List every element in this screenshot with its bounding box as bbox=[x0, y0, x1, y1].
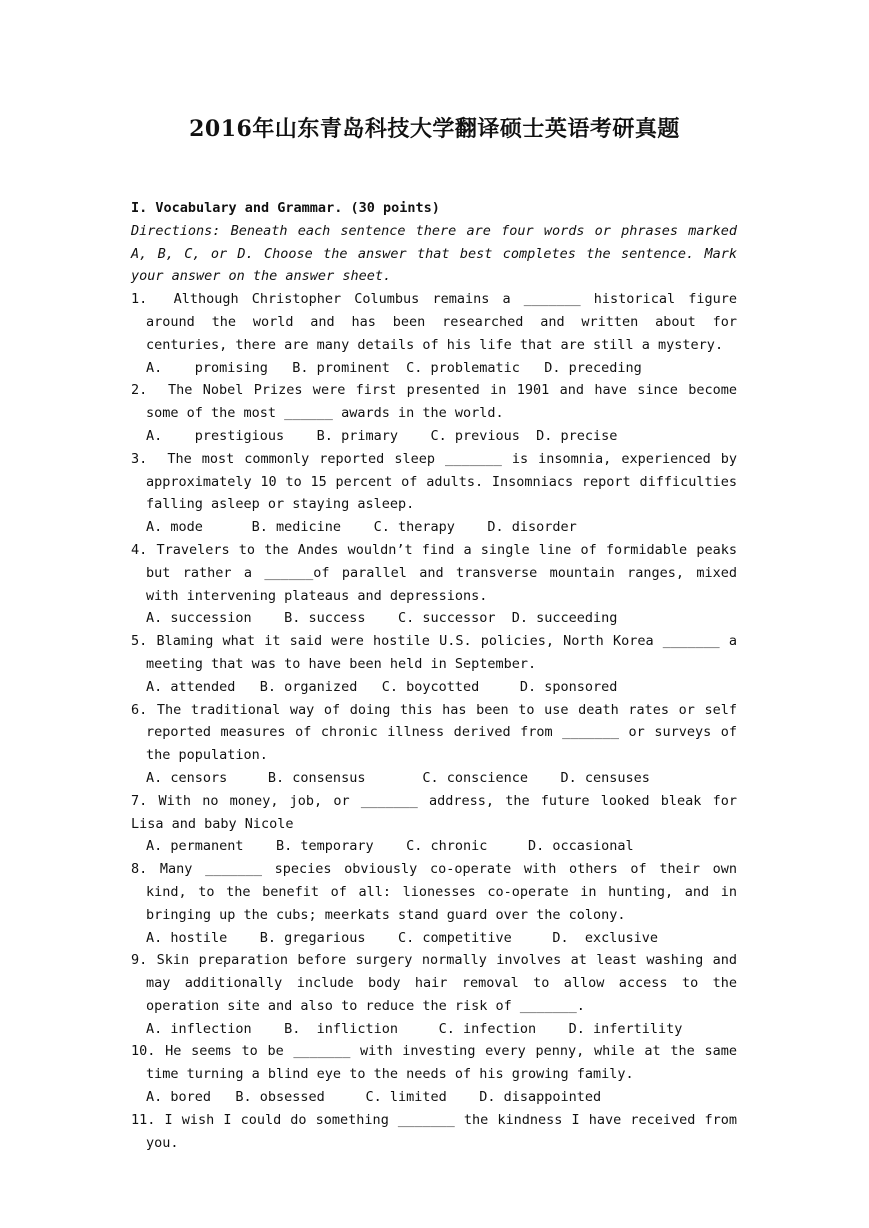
section-heading: I. Vocabulary and Grammar. (30 points) bbox=[131, 200, 440, 216]
question-text bbox=[131, 539, 737, 607]
question-item bbox=[131, 448, 737, 539]
question-item bbox=[131, 949, 737, 1040]
question-options: A. mode B. medicine C. therapy D. disorder bbox=[146, 519, 577, 536]
question-body: The Nobel Prizes were first presented in 1901 and have since become some of the most ______ awards in the world. bbox=[146, 382, 737, 422]
question-number: 7. bbox=[131, 792, 148, 809]
question-number: 5. bbox=[131, 633, 148, 650]
question-number: 9. bbox=[131, 952, 148, 969]
question-number: 10. bbox=[131, 1043, 156, 1060]
question-number: 2. bbox=[131, 382, 148, 399]
question-text bbox=[131, 790, 737, 836]
question-options: A. prestigious B. primary C. previous D. precise bbox=[146, 427, 618, 444]
page-title: 2016年山东青岛科技大学翻译硕士英语考研真题 bbox=[189, 116, 680, 142]
question-item bbox=[131, 699, 737, 790]
question-item bbox=[131, 1040, 737, 1108]
question-item bbox=[131, 630, 737, 698]
question-options: A. attended B. organized C. boycotted D. sponsored bbox=[146, 678, 618, 695]
question-text bbox=[131, 1040, 737, 1086]
question-body: Travelers to the Andes wouldn’t find a single line of formidable peaks but rather a ______of parallel and transverse mountain ranges, mixed with intervening plateaus and depressions. bbox=[146, 541, 737, 604]
question-item bbox=[131, 858, 737, 949]
question-body: He seems to be _______ with investing every penny, while at the same time turning a blind eye to the needs of his growing family. bbox=[146, 1043, 737, 1083]
question-body: Blaming what it said were hostile U.S. policies, North Korea _______ a meeting that was to have been held in September. bbox=[146, 633, 737, 672]
question-text bbox=[131, 949, 737, 1017]
question-text bbox=[131, 699, 737, 767]
directions-text: Directions: Beneath each sentence there are four words or phrases marked A, B, C, or D. Choose the answer that best completes the sentence. Mark your answer on the answer sheet. bbox=[131, 222, 737, 285]
question-body: The traditional way of doing this has been to use death rates or self reported measures of chronic illness derived from _______ or surveys of the population. bbox=[146, 701, 737, 764]
question-item bbox=[131, 1109, 737, 1155]
question-options: A. promising B. prominent C. problematic D. preceding bbox=[146, 359, 642, 376]
question-text bbox=[131, 288, 737, 356]
question-text bbox=[131, 1109, 737, 1155]
question-body: Many _______ species obviously co-operate with others of their own kind, to the benefit of all: lionesses co-operate in hunting, and in bringing up the cubs; meerkats stand guard over the colony. bbox=[146, 861, 737, 923]
question-options: A. hostile B. gregarious C. competitive D. exclusive bbox=[146, 929, 659, 946]
question-number: 6. bbox=[131, 701, 148, 718]
question-number: 8. bbox=[131, 861, 148, 878]
question-options: A. permanent B. temporary C. chronic D. occasional bbox=[146, 838, 634, 855]
exam-content bbox=[131, 197, 737, 1154]
question-number: 3. bbox=[131, 450, 148, 467]
question-body: With no money, job, or _______ address, the future looked bleak for Lisa and baby Nicole bbox=[131, 792, 737, 832]
question-text bbox=[131, 448, 737, 516]
question-number: 4. bbox=[131, 541, 148, 558]
question-options: A. succession B. success C. successor D. succeeding bbox=[146, 610, 618, 627]
question-text bbox=[131, 379, 737, 425]
question-item bbox=[131, 379, 737, 447]
question-body: I wish I could do something _______ the kindness I have received from you. bbox=[146, 1111, 737, 1151]
question-item bbox=[131, 539, 737, 630]
question-item bbox=[131, 790, 737, 858]
question-options: A. censors B. consensus C. conscience D. censuses bbox=[146, 769, 650, 786]
question-body: Skin preparation before surgery normally involves at least washing and may additionally include body hair removal to allow access to the operation site and also to reduce the risk of _______. bbox=[146, 952, 737, 1014]
question-text bbox=[131, 858, 737, 926]
question-number: 11. bbox=[131, 1111, 156, 1128]
question-body: The most commonly reported sleep _______ is insomnia, experienced by approximately 10 to 15 percent of adults. Insomniacs report difficulties falling asleep or staying asleep. bbox=[146, 450, 737, 513]
question-item bbox=[131, 288, 737, 379]
question-options: A. inflection B. infliction C. infection D. infertility bbox=[146, 1020, 683, 1037]
question-body: Although Christopher Columbus remains a _______ historical figure around the world and has been researched and written about for centuries, there are many details of his life that are still a mystery. bbox=[146, 291, 737, 353]
question-text bbox=[131, 630, 737, 676]
question-number: 1. bbox=[131, 291, 148, 308]
question-options: A. bored B. obsessed C. limited D. disappointed bbox=[146, 1089, 602, 1106]
